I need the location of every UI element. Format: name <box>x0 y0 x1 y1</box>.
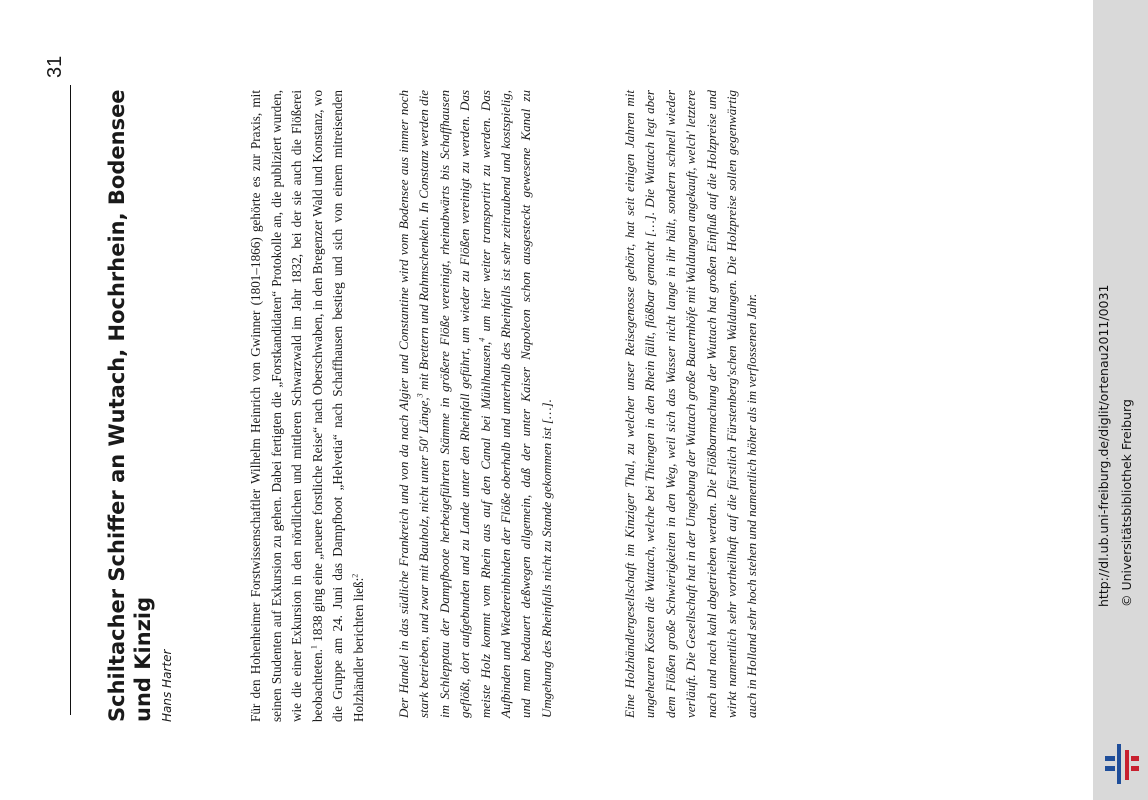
header-rule <box>70 85 71 715</box>
ub-freiburg-logo-icon <box>1101 742 1141 786</box>
sidebar <box>1093 0 1148 800</box>
quote-block-2: Eine Holzhändlergesellschaft im Kinziger Thal, zu welcher unser Reisegenosse gehört, hat seit einigen Jahren mit ungeheuren Kosten die Wuttach, welche bei Thiengen in den Rhein fällt, flößbar gemacht […]. Die Wuttach legt aber dem Flößen große Schwierigkeiten in den Weg, weil sich das Wasser nicht lange in ihr hält, sondern schnell wieder verläuft. Die Gesellschaft hat in der Umgebung der Wuttach große Bauernhöfe mit Waldungen angekauft, welch' letztere nach und nach kahl abgetrieben werden. Die Flößbarmachung der Wuttach hat großen Einfluß auf die Holzpreise und wirkt namentlich sehr vortheilhaft auf die fürstlich Fürstenberg'schen Waldungen. Die Holzpreise sollen gegenwärtig auch in Holland sehr hoch stehen und namentlich höher als im verflossenen Jahr. <box>622 90 760 718</box>
sidebar-url[interactable]: http://dl.ub.uni-freiburg.de/diglit/ortenau2011/0031 <box>1096 284 1111 607</box>
article-title: Schiltacher Schiffer an Wutach, Hochrhein, Bodensee und Kinzig <box>105 89 155 722</box>
footnote-ref: 2 <box>350 573 360 578</box>
article-author: Hans Harter <box>160 649 174 722</box>
sidebar-copyright: © Universitätsbibliothek Freiburg <box>1119 399 1134 607</box>
page-number: 31 <box>44 55 66 78</box>
footnote-ref: 4 <box>477 337 487 342</box>
quote-block-1: Der Handel in das südliche Frankreich und von da nach Algier und Constantine wird vom Bodensee aus immer noch stark betrieben, und zwar mit Bauholz, nicht unter 50' Länge,$^3$ mit Brettern und Rahmschenkeln. In Constanz werden die im Schlepptau der Dampfboote herbeigeführten Stämme in größere Flöße vereinigt, rheinabwärts bis Schaffhausen geflößt, dort aufgebunden und zu Lande unter den Rheinfall geführt, um wieder zu Flößen vereinigt zu werden. Das meiste Holz kommt vom Rhein aus auf den Canal bei Mühlhausen,$^4$ um hier weiter transportirt zu werden. Das Aufbinden und Wiedereinbinden der Flöße oberhalb und unterhalb des Rheinfalls ist sehr zeitraubend und kostspielig, und man bedauert deßwegen allgemein, daß der unter Kaiser Napoleon schon ausgesteckt gewesene Kanal zu Umgehung des Rheinfalls nicht zu Stande gekommen ist […]. <box>396 90 554 718</box>
paragraph-intro: Für den Hohenheimer Forstwissenschaftler Wilhelm Heinrich von Gwinner (1801–1866) gehörte es zur Praxis, mit seinen Studenten auf Exkursion zu gehen. Dabei fertigten die „Forstkandidaten“ Protokolle an, die publiziert wurden, wie die einer Exkursion in den nördlichen und mittleren Schwarzwald im Jahr 1832, bei der sie auch die Flößerei beobachteten.$^1$ 1838 ging eine „neuere forstliche Reise“ nach Oberschwaben, in den Bregenzer Wald und Konstanz, wo die Gruppe am 24. Juni das Dampfboot „Helvetia“ nach Schaffhausen bestieg und sich von einem mitreisenden Holzhändler berichten ließ:$^2$ <box>248 90 366 722</box>
footnote-ref: 3 <box>416 393 426 398</box>
footnote-ref: 1 <box>309 645 319 650</box>
